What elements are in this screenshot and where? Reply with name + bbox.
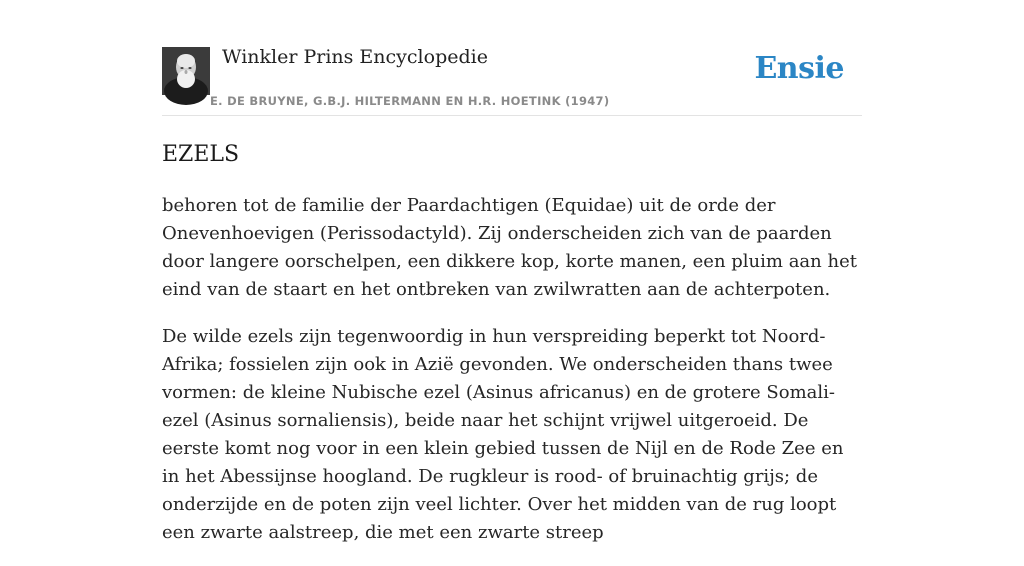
portrait-icon <box>162 47 210 95</box>
article-paragraph-2: De wilde ezels zijn tegenwoordig in hun verspreiding beperkt tot Noord-Afrika; fossielen zijn ook in Azië gevonden. We onderscheiden thans twee vormen: de kleine Nubische ezel (Asinus africanus) en de grotere Somali-ezel (Asinus sornaliensis), beide naar het schijnt vrijwel uitgeroeid. De eerste komt nog voor in een klein gebied tussen de Nijl en de Rode Zee en in het Abessijnse hoogland. De rugkleur is rood- of bruinachtig grijs; de onderzijde en de poten zijn veel lichter. Over het midden van de rug loopt een zwarte aalstreep, die met een zwarte streep <box>162 326 844 543</box>
authors-credit: E. DE BRUYNE, G.B.J. HILTERMANN EN H.R. HOETINK (1947) <box>210 94 610 108</box>
article-title: EZELS <box>162 142 240 167</box>
brand-logo-link[interactable]: Ensie <box>754 51 844 86</box>
article-paragraph-1: behoren tot de familie der Paardachtigen (Equidae) uit de orde der Onevenhoevigen (Perissodactyld). Zij onderscheiden zich van de paarden door langere oorschelpen, een dikkere kop, korte manen, een pluim aan het eind van de staart en het ontbreken van zwilwratten aan de achterpoten. <box>162 195 857 300</box>
site-header <box>162 46 862 116</box>
article-content <box>162 136 864 566</box>
author-avatar-icon[interactable] <box>162 47 210 95</box>
publication-title[interactable]: Winkler Prins Encyclopedie <box>222 46 488 68</box>
